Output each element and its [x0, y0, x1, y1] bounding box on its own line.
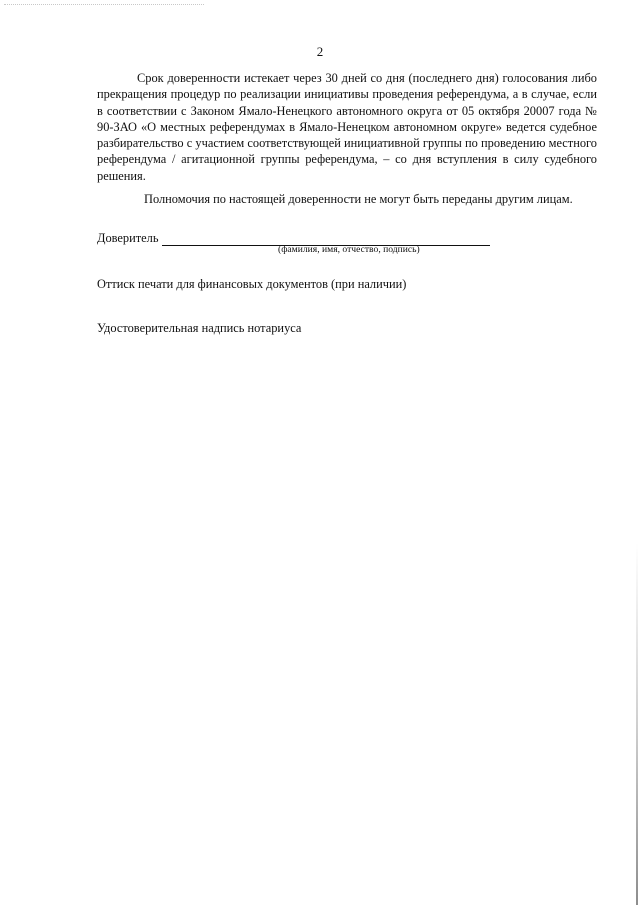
principal-caption: (фамилия, имя, отчество, подпись) [278, 244, 420, 255]
scan-artifact [4, 4, 204, 7]
term-paragraph: Срок доверенности истекает через 30 дней со дня (последнего дня) голосования либо прекращения процедур по реализации инициативы проведения референдума, а в случае, если в соответствии с Законом Ямало-Ненецкого автономного округа от 05 октября 20007 года № 90-ЗАО «О местных референдумах в Ямало-Ненецком автономном округе» ведется судебное разбирательство с участием соответствующей инициативной группы по проведению местного референдума / агитационной группы референдума, – со дня вступления в силу судебного решения. [97, 71, 597, 183]
powers-paragraph: Полномочия по настоящей доверенности не могут быть переданы другим лицам. [144, 192, 573, 206]
notary-label: Удостоверительная надпись нотариуса [97, 321, 302, 335]
page-number: 2 [316, 44, 324, 59]
scan-edge-shadow [636, 0, 638, 905]
stamp-label: Оттиск печати для финансовых документов (при наличии) [97, 277, 407, 291]
principal-label: Доверитель [97, 231, 159, 245]
